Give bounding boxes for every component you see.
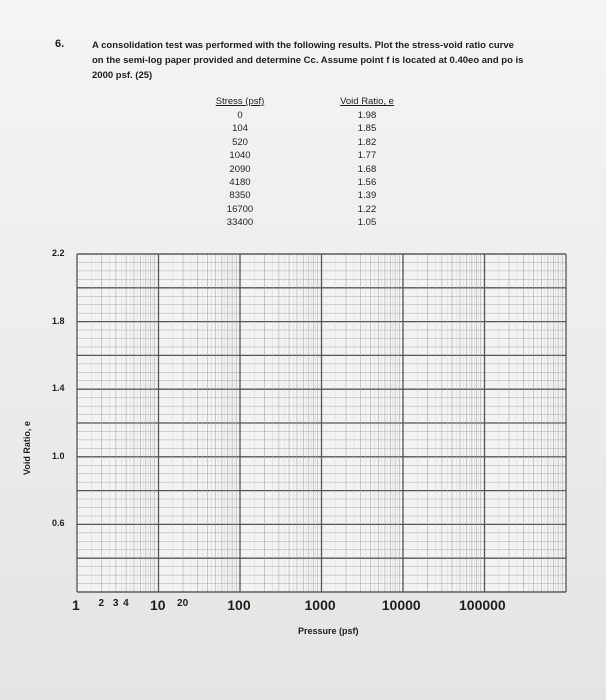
x-tick-label: 100000 [459,597,506,613]
stress-cell: 16700 [226,203,254,215]
y-tick-label: 1.8 [52,315,65,326]
void-ratio-cell: 1.05 [357,217,377,229]
question-number: 6. [55,38,65,50]
void-ratio-header: Void Ratio, e [340,96,394,107]
void-ratio-cell: 1.68 [357,163,377,175]
void-ratio-cell: 1.82 [357,136,377,148]
stress-cell: 1040 [229,150,251,162]
stress-cell: 520 [232,136,248,148]
x-tick-label: 100 [227,597,251,613]
stress-cell: 33400 [226,217,254,229]
void-ratio-cell: 1.98 [357,110,377,121]
stress-cell: 4180 [229,176,251,188]
stress-cell: 2090 [229,163,251,175]
void-ratio-cell: 1.77 [357,150,377,162]
question-line: A consolidation test was performed with the following results. Plot the stress-void ratio curve [92,40,514,51]
question-line: 2000 psf. (25) [92,70,153,81]
y-tick-label: 0.6 [52,518,65,529]
void-ratio-cell: 1.85 [357,123,377,135]
x-tick-label: 10000 [381,597,421,613]
x-tick-label: 2 [98,598,105,609]
void-ratio-cell: 1.56 [357,176,377,188]
stress-cell: 0 [237,110,243,121]
x-tick-label: 1000 [304,597,336,613]
y-tick-label: 2.2 [52,248,65,258]
x-tick-label: 1 [72,597,80,613]
void-ratio-cell: 1.22 [357,203,377,215]
x-tick-label: 3 [112,598,119,609]
stress-cell: 104 [232,123,248,135]
x-tick-label: 10 [150,597,166,613]
x-axis-title: Pressure (psf) [298,626,359,636]
stress-cell: 8350 [229,190,251,202]
void-ratio-cell: 1.39 [357,190,377,202]
x-tick-label: 20 [177,598,189,609]
x-tick-label: 4 [123,598,129,609]
y-tick-label: 1.0 [52,450,65,461]
question-line: on the semi-log paper provided and determine Cc. Assume point f is located at 0.40eo and po is [92,55,524,66]
y-axis-title: Void Ratio, e [22,421,32,475]
stress-header: Stress (psf) [215,96,265,107]
y-tick-label: 1.4 [52,383,65,394]
